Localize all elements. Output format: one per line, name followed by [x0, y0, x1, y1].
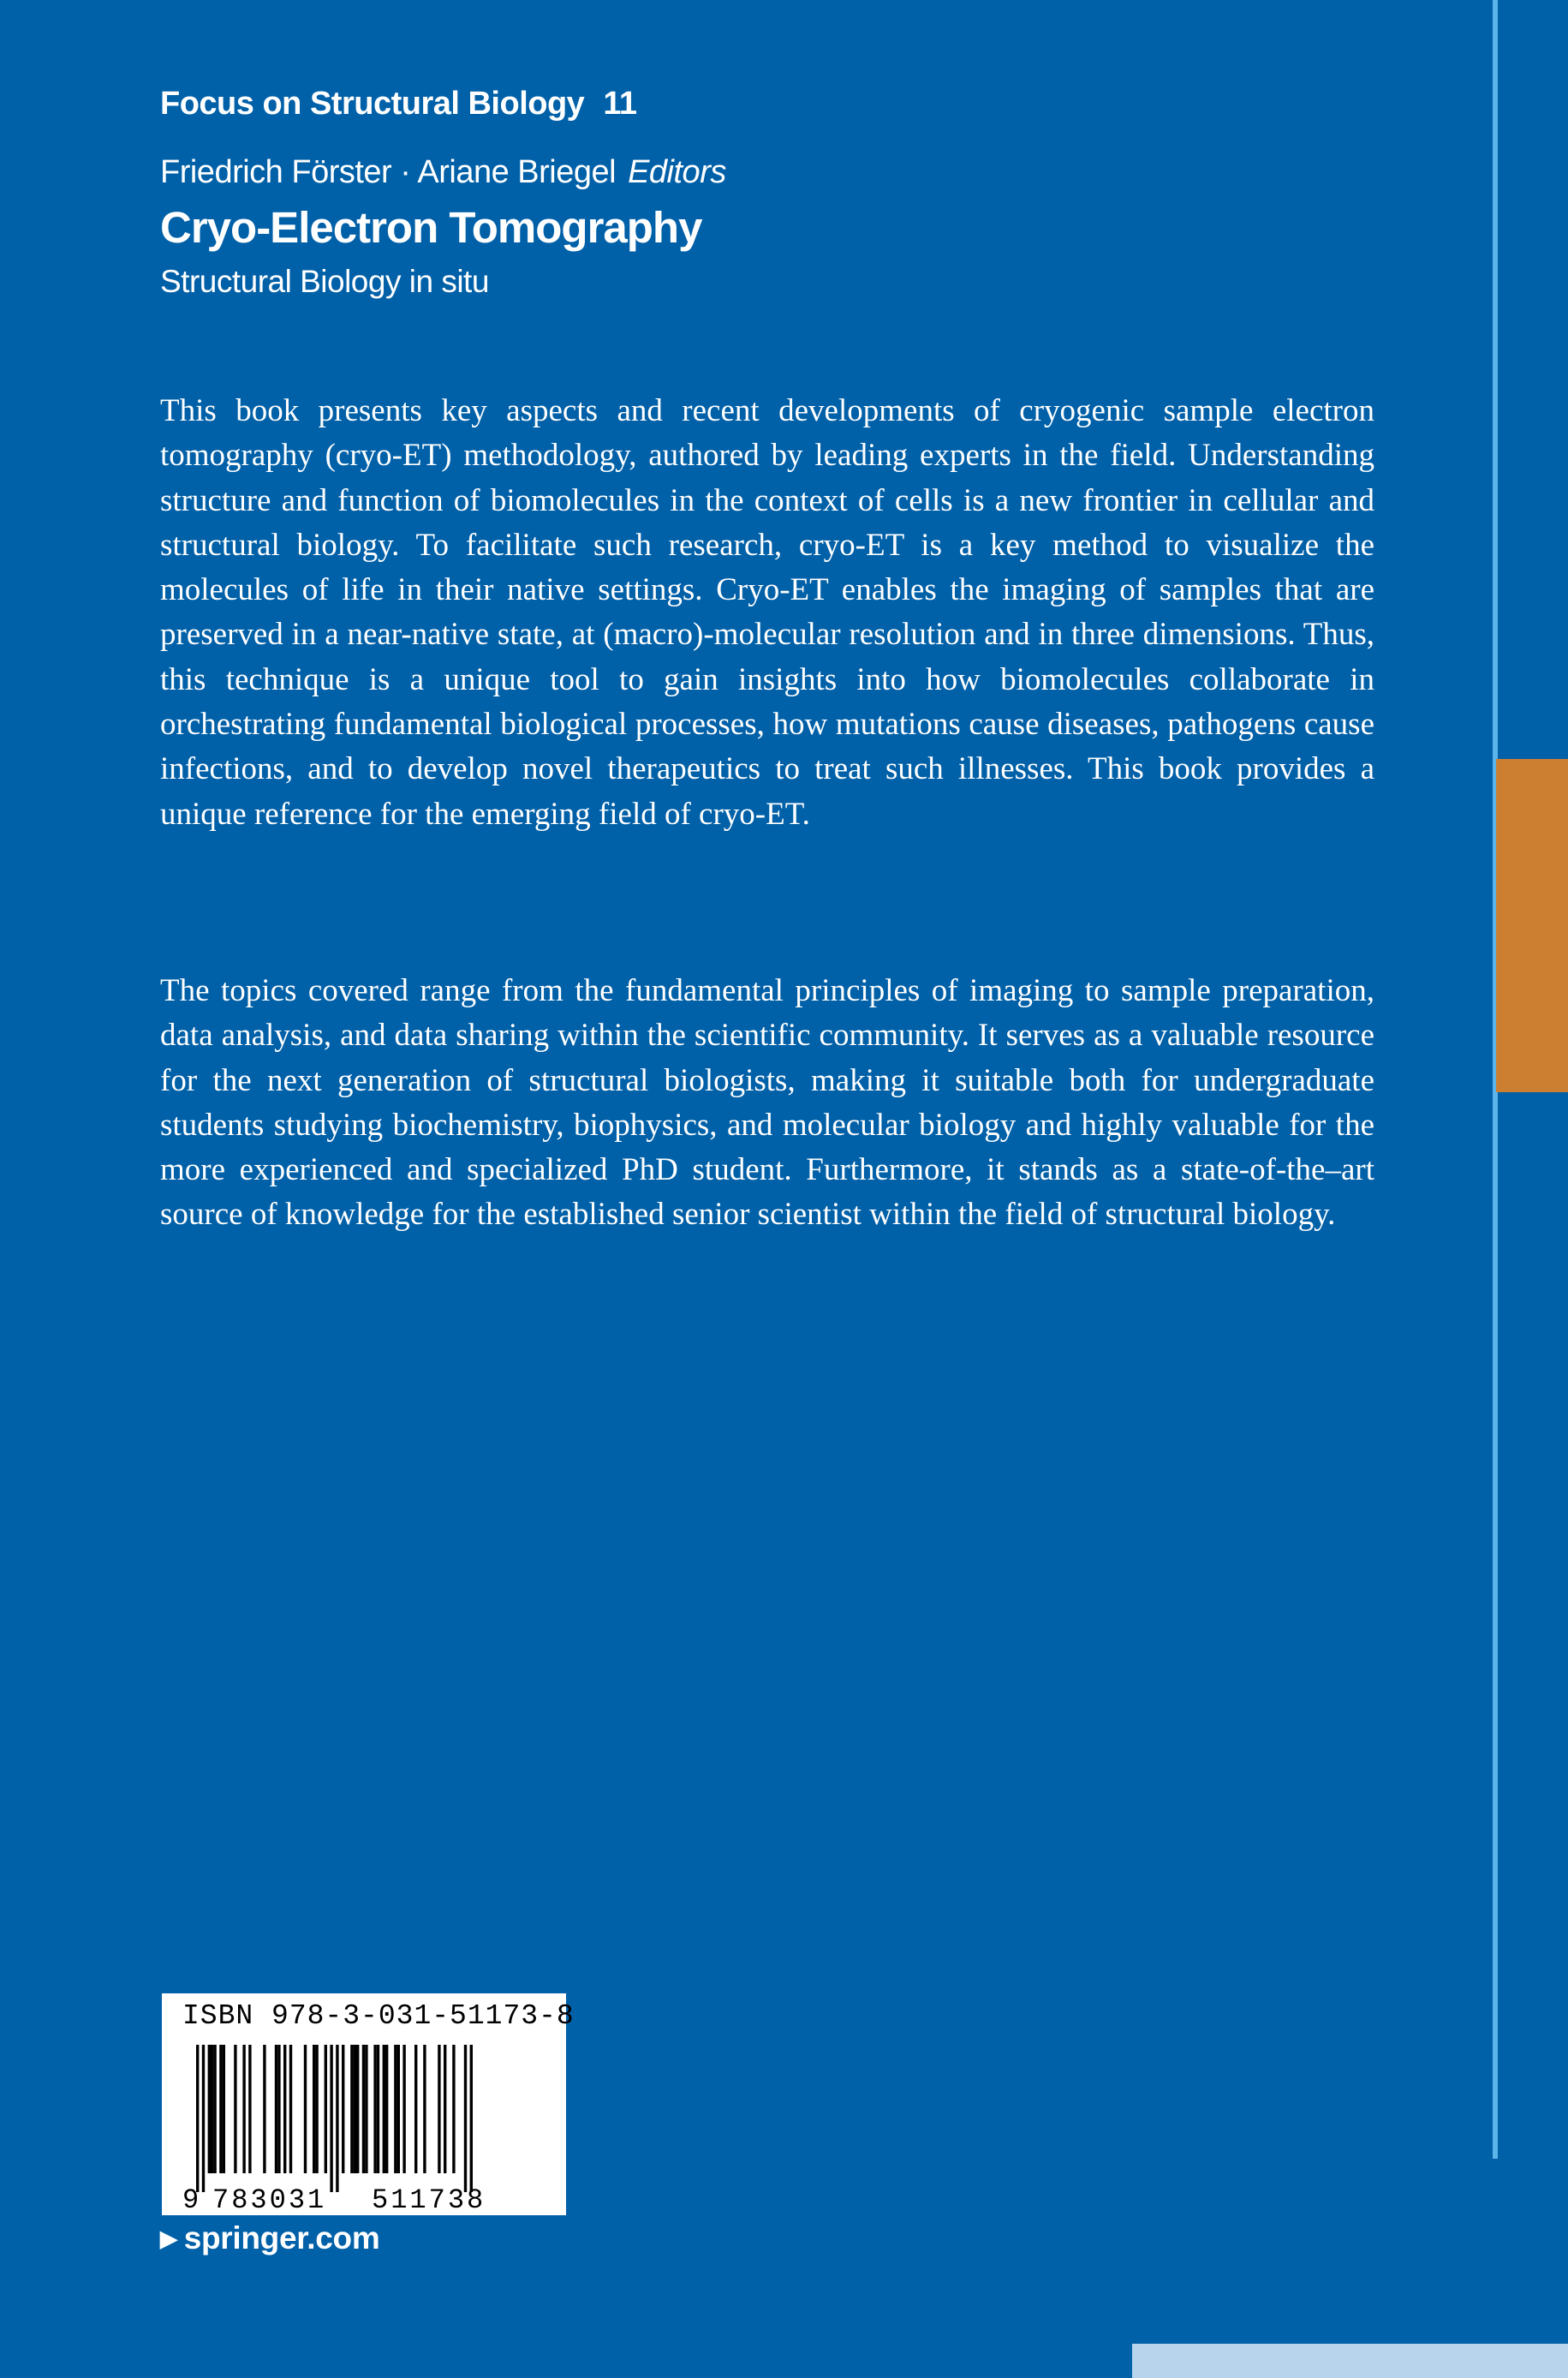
barcode-bar: [208, 2045, 211, 2173]
barcode-left-digits: 783031: [212, 2184, 327, 2215]
barcode-bar: [342, 2045, 344, 2173]
barcode-bar: [444, 2045, 446, 2173]
barcode-bar: [452, 2045, 455, 2173]
barcode-bar: [438, 2045, 440, 2173]
barcode-bar: [275, 2045, 277, 2173]
barcode-bar: [394, 2045, 396, 2173]
book-subtitle: Structural Biology in situ: [160, 264, 489, 299]
barcode-bar: [383, 2045, 385, 2173]
barcode-bar: [313, 2045, 315, 2173]
barcode-bar: [470, 2045, 473, 2192]
bottom-edge-strip: [1132, 2344, 1568, 2378]
series-line: [160, 86, 636, 122]
barcode-bar: [336, 2045, 338, 2192]
play-arrow-icon: ▶: [160, 2226, 177, 2251]
barcode-bar: [263, 2045, 265, 2173]
barcode-bar: [350, 2045, 353, 2173]
barcode-bar: [213, 2045, 216, 2173]
barcode-bar: [356, 2045, 359, 2173]
series-volume: 11: [603, 86, 637, 122]
barcode-bar: [354, 2045, 356, 2173]
editors-line: [160, 154, 726, 191]
book-title: Cryo-Electron Tomography: [160, 203, 702, 252]
barcode-bar: [385, 2045, 388, 2173]
editors-role: Editors: [628, 154, 726, 190]
website-label: springer.com: [183, 2220, 380, 2256]
barcode-bar: [242, 2045, 245, 2173]
barcode-bar: [219, 2045, 222, 2173]
barcode-bar: [423, 2045, 426, 2173]
barcode-bar: [464, 2045, 467, 2192]
orange-accent-tab: [1496, 759, 1568, 1092]
barcode-bar: [283, 2045, 286, 2173]
description-paragraph-1: This book presents key aspects and recent developments of cryogenic sample electron tomography (cryo-ET) methodology, authored by leading experts in the field. Understanding structure and function of biomolecules in the context of cells is a new frontier in cellular and structural biology. To facilitate such research, cryo-ET is a key method to visualize the molecules of life in their native settings. Cryo-ET enables the imaging of samples that are preserved in a near-native state, at (macro)-molecular resolution and in three dimensions. Thus, this technique is a unique tool to gain insights into how biomolecules collaborate in orchestrating fundamental biological processes, how mutations cause diseases, pathogens cause infections, and to develop novel therapeutics to treat such illnesses. This book provides a unique reference for the emerging field of cryo-ET.: [160, 393, 1374, 832]
barcode-bar: [234, 2045, 236, 2173]
barcode-first-digit: 9: [182, 2184, 200, 2215]
barcode-bar: [365, 2045, 367, 2173]
barcode-right-digits: 511738: [372, 2184, 486, 2215]
editor-names: Friedrich Förster · Ariane Briegel: [160, 154, 617, 190]
barcode-bar: [402, 2045, 405, 2173]
barcode-bar: [373, 2045, 376, 2173]
barcode-bar: [223, 2045, 225, 2173]
barcode-bar: [289, 2045, 292, 2173]
series-name: Focus on Structural Biology: [160, 86, 585, 122]
isbn-barcode-box: [162, 1993, 575, 2215]
barcode-bar: [330, 2045, 332, 2192]
publisher-website[interactable]: [160, 2220, 379, 2256]
barcode-bar: [248, 2045, 251, 2173]
barcode-bar: [304, 2045, 307, 2173]
isbn-label: ISBN 978-3-031-51173-8: [182, 2000, 575, 2032]
barcode-bar: [202, 2045, 205, 2192]
barcode-bar: [211, 2045, 213, 2173]
barcode-bar: [315, 2045, 318, 2173]
barcode-graphic: [162, 1993, 566, 2215]
barcode-bar: [277, 2045, 280, 2173]
barcode-bar: [414, 2045, 417, 2173]
barcode-bar: [397, 2045, 400, 2173]
barcode-bar: [196, 2045, 199, 2192]
description-paragraph-2: The topics covered range from the fundamental principles of imaging to sample preparation, data analysis, and data sharing within the scientific community. It serves as a valuable resource for the next generation of structural biologists, making it suitable both for undergraduate students studying biochemistry, biophysics, and molecular biology and highly valuable for the more experienced and specialized PhD student. Furthermore, it stands as a state-of-the–art source of knowledge for the established senior scientist within the field of structural biology.: [160, 973, 1374, 1233]
barcode-bar: [362, 2045, 365, 2173]
barcode-bar: [325, 2045, 327, 2173]
barcode-bar: [377, 2045, 379, 2173]
